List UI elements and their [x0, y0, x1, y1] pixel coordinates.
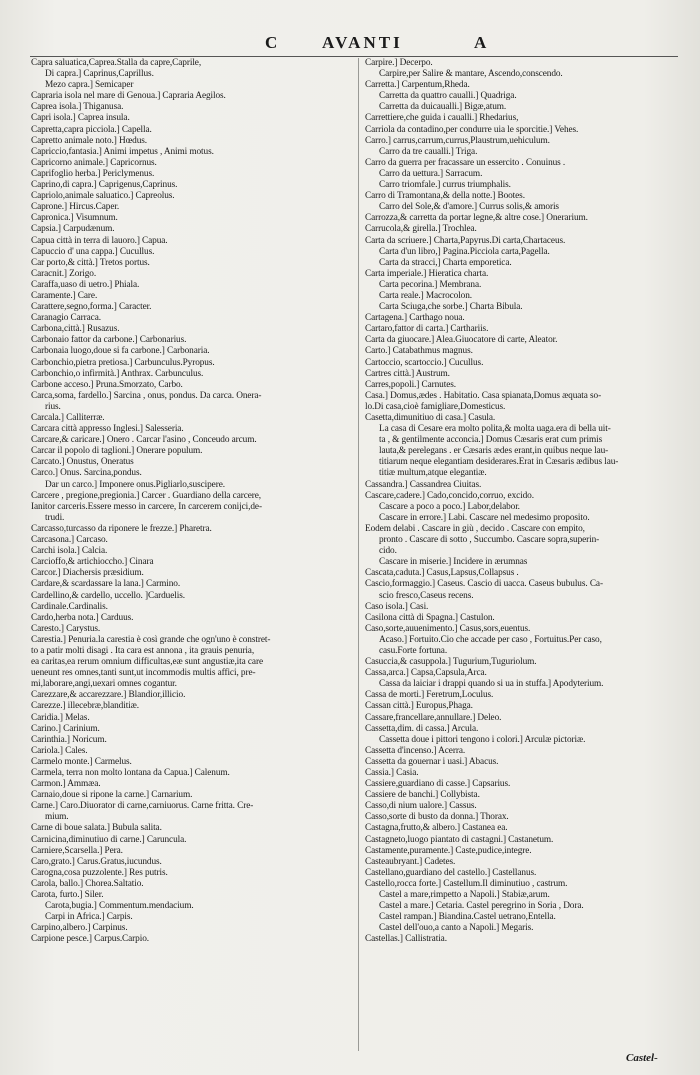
dictionary-entry: Cassetta doue i pittori tengono i colori.] Arculæ pictoriæ. — [379, 734, 586, 745]
dictionary-entry: Cassa,arca.] Capsa,Capsula,Arca. — [365, 668, 487, 679]
dictionary-entry: Carcasona.] Carcaso. — [31, 535, 108, 546]
dictionary-entry: Carpino,albero.] Carpinus. — [31, 923, 128, 934]
dictionary-entry: Cascio,formaggio.] Caseus. Cascio di uacca. Caseus bubulus. Ca- — [365, 579, 603, 590]
dictionary-entry: Carrozza,& carretta da portar legne,& altre cose.] Onerarium. — [365, 213, 588, 224]
dictionary-entry: Cascare a poco a poco.] Labor,delabor. — [379, 501, 520, 512]
dictionary-entry: Carinthia.] Noricum. — [31, 734, 107, 745]
dictionary-entry: Carbona,città.] Rusazus. — [31, 324, 120, 335]
dictionary-entry: Capsia.] Carpudænum. — [31, 224, 115, 235]
dictionary-entry: Carpi in Africa.] Carpis. — [45, 912, 133, 923]
dictionary-entry: Cardellino,& cardello, uccello. ]Carduelis. — [31, 590, 185, 601]
dictionary-entry: Cascare in errore.] Labi. Cascare nel medesimo proposito. — [379, 512, 590, 523]
dictionary-entry: Carro da uettura.] Sarracum. — [379, 168, 483, 179]
dictionary-entry: Cassa da laiciar i drappi quando si ua in stuffa.] Apodyterium. — [379, 679, 604, 690]
dictionary-entry: Carpione pesce.] Carpus.Carpio. — [31, 934, 149, 945]
dictionary-entry: Carro da guerra per fracassare un essercito . Conuinus . — [365, 157, 566, 168]
dictionary-entry: Carta d'un libro,] Pagina.Picciola carta,Pagella. — [379, 246, 550, 257]
dictionary-entry: Caresto.] Carystus. — [31, 623, 101, 634]
dictionary-entry: Di capra.] Caprinus,Caprillus. — [45, 69, 154, 80]
dictionary-entry: Carto.] Catabathmus magnus. — [365, 346, 473, 357]
dictionary-entry: Carcere , pregione,pregionia.] Carcer . Guardiano della carcere, — [31, 490, 262, 501]
column-divider — [358, 58, 359, 1051]
dictionary-entry: Caprea isola.] Thiganusa. — [31, 102, 124, 113]
dictionary-entry: Carretta da duicaualli.] Bigæ,atum. — [379, 102, 507, 113]
dictionary-entry: Carmelo monte.] Carmelus. — [31, 756, 132, 767]
dictionary-entry: Car porto,& città.] Tretos portus. — [31, 257, 150, 268]
dictionary-entry: Cassan città.] Europus,Phaga. — [365, 701, 473, 712]
dictionary-entry: Carbone acceso.] Pruna.Smorzato, Carbo. — [31, 379, 183, 390]
dictionary-entry: Carchi isola.] Calcia. — [31, 546, 108, 557]
dictionary-entry: Capriccio,fantasia.] Animi impetus , Animi motus. — [31, 146, 214, 157]
left-column — [31, 58, 346, 946]
dictionary-entry: Carne di boue salata.] Bubula salita. — [31, 823, 162, 834]
dictionary-entry: Caramente.] Care. — [31, 290, 98, 301]
dictionary-entry: Caso isola.] Casi. — [365, 601, 429, 612]
dictionary-entry: Ianitor carceris.Essere messo in carcere, In carcerem conijci,de- — [31, 501, 262, 512]
dictionary-entry: Castello,rocca forte.] Castellum.Il diminutiuo , castrum. — [365, 878, 568, 889]
dictionary-entry: Carota, furto.] Siler. — [31, 890, 104, 901]
dictionary-entry: Carro triomfale.] currus triumphalis. — [379, 180, 511, 191]
dictionary-entry: Capraria isola nel mare di Genoua.] Capraria Aegilos. — [31, 91, 226, 102]
dictionary-entry: rius. — [45, 401, 61, 412]
dictionary-entry: ueneunt res omnes,tanti sunt,ut incommodis multis affici, pre- — [31, 668, 256, 679]
dictionary-entry: Cariola.] Cales. — [31, 745, 88, 756]
dictionary-entry: Caprifoglio herba.] Periclymenus. — [31, 168, 155, 179]
dictionary-entry: Capretta,capra picciola.] Capella. — [31, 124, 152, 135]
dictionary-entry: Carnicina,diminutiuo di carne.] Caruncula. — [31, 834, 187, 845]
dictionary-entry: trudi. — [45, 512, 65, 523]
dictionary-entry: Capri isola.] Caprea insula. — [31, 113, 130, 124]
dictionary-entry: Carbonchio,o infirmità.] Anthrax. Carbunculus. — [31, 368, 204, 379]
dictionary-entry: Cardo,herba nota.] Carduus. — [31, 612, 134, 623]
dictionary-entry: Cassare,francellare,annullare.] Deleo. — [365, 712, 502, 723]
dictionary-entry: Carres,popoli.] Carnutes. — [365, 379, 456, 390]
dictionary-entry: Carta Sciuga,che sorbe.] Charta Bibula. — [379, 302, 523, 313]
dictionary-entry: Capra saluatica,Caprea.Stalla da capre,Caprile, — [31, 58, 202, 68]
dictionary-entry: to a patir molti disagi . Ita cara est annona , ita grauis penuria, — [31, 645, 255, 656]
dictionary-entry: Carcasso,turcasso da riponere le frezze.] Pharetra. — [31, 523, 212, 534]
dictionary-entry: Carola, ballo.] Chorea.Saltatio. — [31, 878, 144, 889]
dictionary-entry: Carestia.] Penuria.la carestia è così grande che ogn'uno è constret- — [31, 634, 271, 645]
dictionary-entry: Carogna,cosa puzzolente.] Res putris. — [31, 867, 168, 878]
dictionary-entry: Carca,soma, fardello.] Sarcina , onus, pondus. Da carca. Onera- — [31, 390, 262, 401]
dictionary-entry: Carcioffo,& artichioccho.] Cinara — [31, 557, 154, 568]
dictionary-entry: titiarum neque elegantiam desiderares.Erat in Cæsaris ædibus lau- — [379, 457, 619, 468]
dictionary-entry: Carretta da quattro caualli.] Quadriga. — [379, 91, 517, 102]
dictionary-entry: Carezzare,& accarezzare.] Blandior,illicio. — [31, 690, 186, 701]
dictionary-entry: Eodem delabi . Cascare in giù , decido . Cascare con empito, — [365, 523, 585, 534]
dictionary-entry: Dar un carco.] Imponere onus.Pigliarlo,suscipere. — [45, 479, 225, 490]
dictionary-entry: Cassetta d'incenso.] Acerra. — [365, 745, 466, 756]
dictionary-entry: Caranagio Carraca. — [31, 313, 101, 324]
dictionary-entry: Caprino,di capra.] Caprigenus,Caprinus. — [31, 180, 178, 191]
dictionary-entry: Casetta,dimunitiuo di casa.] Casula. — [365, 413, 496, 423]
dictionary-entry: Cardare,& scardassare la lana.] Carmino. — [31, 579, 181, 590]
dictionary-entry: Cascare in miserie.] Incidere in ærumnas — [379, 557, 528, 568]
dictionary-entry: Carco.] Onus. Sarcina,pondus. — [31, 468, 142, 479]
dictionary-entry: Capretto animale noto.] Hœdus. — [31, 135, 148, 146]
dictionary-entry: ea caritas,ea rerum omnium difficultas,eæ sunt angustiæ,ita care — [31, 657, 263, 668]
dictionary-entry: Cartoccio, scartoccio.] Cucullus. — [365, 357, 484, 368]
dictionary-entry: Cassandra.] Cassandrea Ciuitas. — [365, 479, 482, 490]
header-letter-right: A — [474, 33, 490, 52]
dictionary-entry: Casso,di nium ualore.] Cassus. — [365, 801, 477, 812]
running-header — [0, 33, 700, 55]
dictionary-entry: cido. — [379, 546, 397, 557]
dictionary-entry: Carezze.] illecebræ,blanditiæ. — [31, 701, 139, 712]
header-rule — [30, 56, 678, 57]
dictionary-entry: Carcar il popolo di taglioni.] Onerare populum. — [31, 446, 203, 457]
dictionary-entry: lo.Di casa,cioè famigliare,Domesticus. — [365, 401, 506, 412]
header-letter-left: C — [265, 33, 281, 52]
dictionary-entry: Cartagena.] Carthago noua. — [365, 313, 465, 324]
right-column — [365, 58, 677, 946]
dictionary-entry: Caso,sorte,auuenimento.] Casus,sors,euentus. — [365, 623, 531, 634]
dictionary-entry: Carrucola,& girella.] Trochlea. — [365, 224, 477, 235]
dictionary-entry: Casuccia,& casuppola.] Tugurium,Tuguriolum. — [365, 657, 537, 668]
dictionary-entry: Castagna,frutto,& albero.] Castanea ea. — [365, 823, 508, 834]
dictionary-entry: Casa.] Domus,ædes . Habitatio. Casa spianata,Domus æquata so- — [365, 390, 602, 401]
dictionary-entry: Cassa de morti.] Feretrum,Loculus. — [365, 690, 494, 701]
dictionary-entry: Carta imperiale.] Hieratica charta. — [365, 268, 489, 279]
dictionary-entry: Carbonaio fattor da carbone.] Carbonarius. — [31, 335, 187, 346]
dictionary-entry: Capuccio d' una cappa.] Cucullus. — [31, 246, 155, 257]
dictionary-entry: Cardinale.Cardinalis. — [31, 601, 108, 612]
dictionary-entry: Carniere,Scarsella.] Pera. — [31, 845, 123, 856]
dictionary-entry: Carro del Sole,& d'amore.] Currus solis,& amoris — [379, 202, 559, 213]
dictionary-entry: Acaso.] Fortuito.Cio che accade per caso , Fortuitus.Per caso, — [379, 634, 602, 645]
dictionary-entry: Caracnit.] Zorigo. — [31, 268, 97, 279]
dictionary-entry: Caro,grato.] Carus.Gratus,iucundus. — [31, 856, 162, 867]
dictionary-entry: Capricorno animale.] Capricornus. — [31, 157, 157, 168]
header-title: AVANTI — [322, 33, 403, 52]
dictionary-entry: pronto . Cascare di sotto , Succumbo. Cascare sopra,superin- — [379, 535, 600, 546]
dictionary-entry: titiæ multum,atque elegantiæ. — [379, 468, 487, 479]
dictionary-entry: Castel a mare.] Cetaria. Castel peregrino in Soria , Dora. — [379, 901, 584, 912]
dictionary-entry: Caridia.] Melas. — [31, 712, 90, 723]
dictionary-entry: Castellano,guardiano del castello.] Castellanus. — [365, 867, 537, 878]
dictionary-entry: Carmon.] Ammæa. — [31, 779, 101, 790]
dictionary-entry: Caprone.] Hircus.Caper. — [31, 202, 120, 213]
dictionary-entry: Casilona città di Spagna.] Castulon. — [365, 612, 495, 623]
dictionary-entry: Cassia.] Casia. — [365, 768, 419, 778]
dictionary-entry: Cascata,caduta.] Casus,Lapsus,Collapsus . — [365, 568, 519, 579]
dictionary-entry: Cartaro,fattor di carta.] Carthariis. — [365, 324, 489, 335]
dictionary-entry: Carpire,per Salire & mantare, Ascendo,conscendo. — [379, 69, 563, 80]
dictionary-entry: Carta da stracci,] Charta emporetica. — [379, 257, 512, 268]
dictionary-entry: Carmela, terra non molto lontana da Capua.] Calenum. — [31, 768, 230, 778]
dictionary-entry: Carcare,& caricare.] Onero . Carcar l'asino , Conceudo arcum. — [31, 435, 257, 446]
dictionary-entry: Castellas.] Callistratia. — [365, 934, 447, 945]
dictionary-entry: Carro di Tramontana,& della notte.] Bootes. — [365, 191, 525, 202]
dictionary-entry: Cassiere,guardiano di casse.] Capsarius. — [365, 779, 511, 790]
dictionary-entry: Carro.] carrus,carrum,currus,Plaustrum,uehiculum. — [365, 135, 550, 146]
dictionary-entry: Carcor.] Diachersis præsidium. — [31, 568, 144, 579]
dictionary-entry: ta , & gentilmente acconcia.] Domus Cæsaris erat cum primis — [379, 435, 603, 446]
dictionary-entry: Carbonchio,pietra pretiosa.] Carbunculus.Pyropus. — [31, 357, 215, 368]
dictionary-entry: Carta da scriuere.] Charta,Papyrus.Di carta,Chartaceus. — [365, 235, 566, 246]
dictionary-entry: Cascare,cadere.] Cado,concido,corruo, excido. — [365, 490, 534, 501]
dictionary-entry: mi,laborare,angi,uexari omnes cogantur. — [31, 679, 177, 690]
dictionary-entry: Carcala.] Calliterræ. — [31, 413, 105, 423]
dictionary-entry: Cartres città.] Austrum. — [365, 368, 450, 379]
dictionary-entry: casu.Forte fortuna. — [379, 645, 448, 656]
dictionary-entry: Carpire.] Decerpo. — [365, 58, 433, 68]
dictionary-entry: Carta pecorina.] Membrana. — [379, 279, 482, 290]
dictionary-entry: Mezo capra.] Semicaper — [45, 80, 134, 91]
dictionary-entry: Carattere,segno,forma.] Caracter. — [31, 302, 152, 313]
dictionary-entry: Carota,bugia.] Commentum.mendacium. — [45, 901, 194, 912]
dictionary-entry: Castel rampan.] Biandina.Castel uetrano,Entella. — [379, 912, 556, 923]
dictionary-entry: Carro da tre caualli.] Triga. — [379, 146, 478, 157]
dictionary-entry: Casteaubryant.] Cadetes. — [365, 856, 456, 867]
dictionary-entry: Carta reale.] Macrocolon. — [379, 290, 473, 301]
dictionary-entry: Carcato.] Onustus, Oneratus — [31, 457, 134, 468]
dictionary-entry: Carino.] Carinium. — [31, 723, 100, 734]
dictionary-entry: La casa di Cesare era molto polita,& molta uaga.era di bella uit- — [379, 424, 611, 435]
catchword: Castel- — [626, 1052, 658, 1064]
dictionary-entry: Carta da giuocare.] Alea.Giuocatore di carte, Aleator. — [365, 335, 558, 346]
dictionary-entry: Castagneto,luogo piantato di castagni.] Castanetum. — [365, 834, 554, 845]
dictionary-entry: Capronica.] Visumnum. — [31, 213, 118, 224]
dictionary-entry: Cassetta da gouernar i uasi.] Abacus. — [365, 756, 499, 767]
dictionary-entry: Cassiere de banchi.] Collybista. — [365, 790, 480, 801]
dictionary-entry: Carbonaia luogo,doue si fa carbone.] Carbonaria. — [31, 346, 210, 357]
dictionary-entry: Capriolo,animale saluatico.] Capreolus. — [31, 191, 175, 202]
dictionary-entry: Castamente,puramente.] Caste,pudice,integre. — [365, 845, 532, 856]
dictionary-entry: Castel a mare,rimpetto a Napoli.] Stabiæ,arum. — [379, 890, 550, 901]
dictionary-entry: Carretta.] Carpentum,Rheda. — [365, 80, 470, 91]
dictionary-entry: scio fresco,Caseus recens. — [379, 590, 474, 601]
dictionary-entry: lauta,& perelegans . er Cæsaris ædes erant,in quibus neque lau- — [379, 446, 609, 457]
dictionary-entry: Capua città in terra di lauoro.] Capua. — [31, 235, 168, 246]
dictionary-entry: Carriola da contadino,per condurre uia le sporcitie.] Vehes. — [365, 124, 579, 135]
dictionary-entry: Carnaio,doue si ripone la carne.] Carnarium. — [31, 790, 193, 801]
dictionary-entry: Casso,sorte di busto da donna.] Thorax. — [365, 812, 509, 823]
dictionary-entry: Carrettiere,che guida i caualli.] Rhedarius, — [365, 113, 519, 124]
dictionary-entry: Caraffa,uaso di uetro.] Phiala. — [31, 279, 140, 290]
dictionary-entry: mium. — [45, 812, 69, 823]
dictionary-entry: Cassetta,dim. di cassa.] Arcula. — [365, 723, 479, 734]
dictionary-entry: Carne.] Caro.Diuorator di carne,carniuorus. Carne fritta. Cre- — [31, 801, 254, 812]
dictionary-entry: Carcara città appresso Inglesi.] Salesseria. — [31, 424, 184, 435]
dictionary-entry: Castel dell'ouo,a canto a Napoli.] Megaris. — [379, 923, 534, 934]
